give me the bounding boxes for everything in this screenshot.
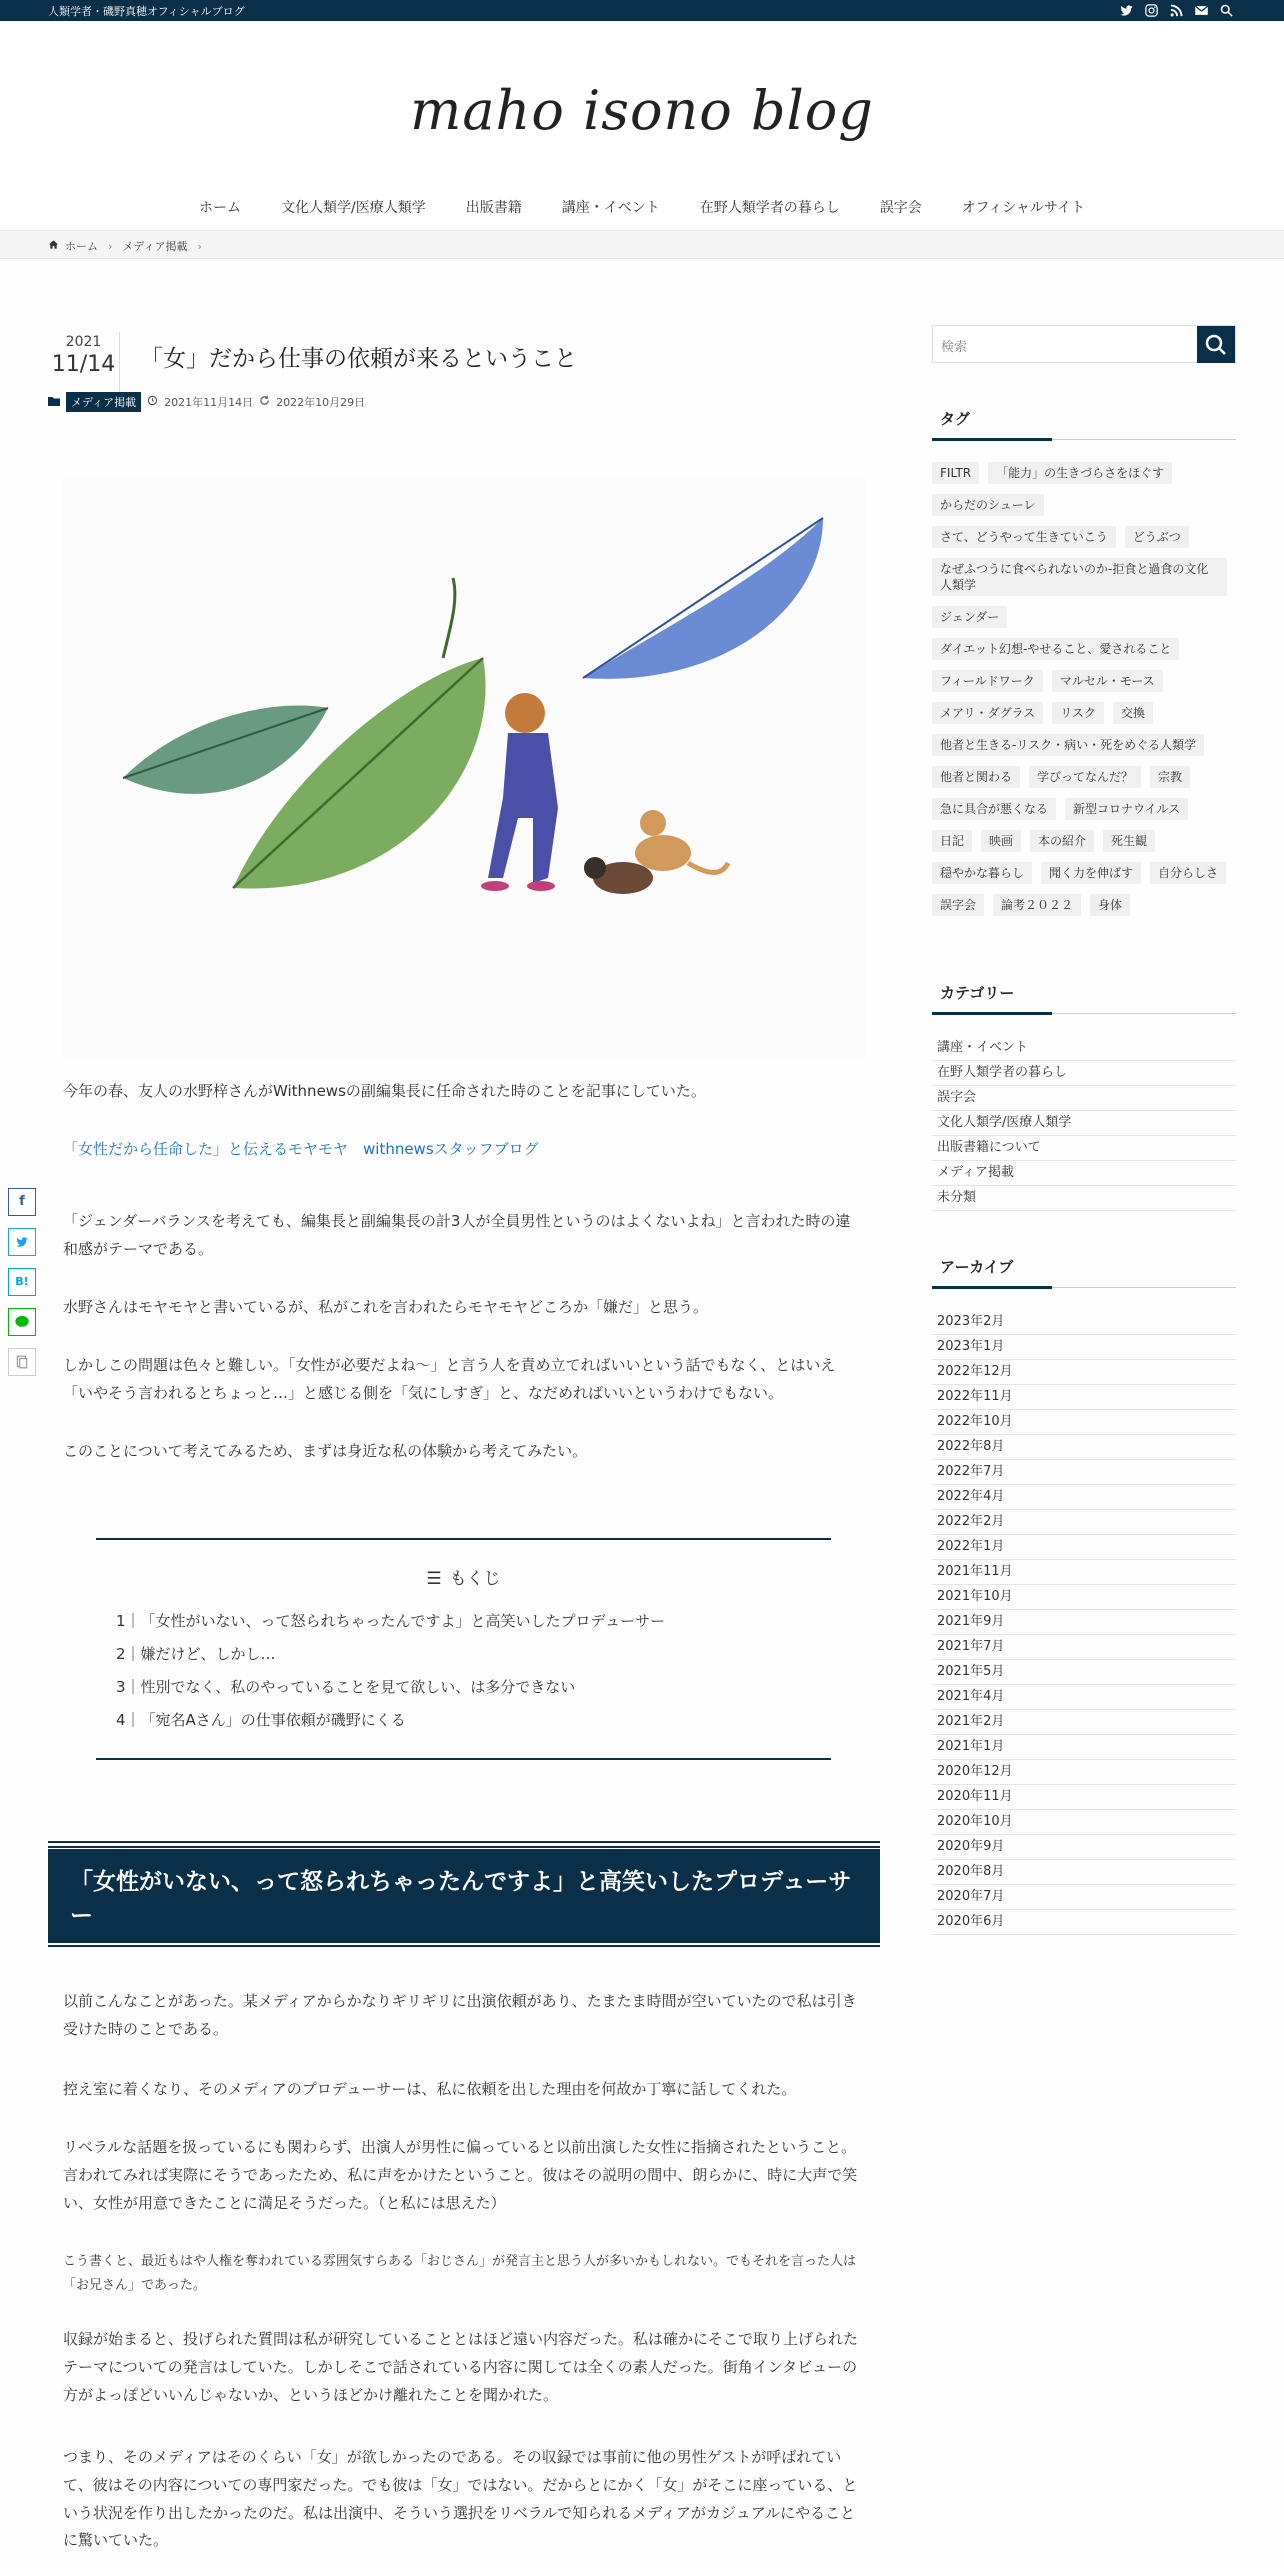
tag[interactable]: 他者と生きる-リスク・病い・死をめぐる人類学 <box>932 734 1204 756</box>
breadcrumb <box>0 231 1284 259</box>
archive-item[interactable]: 2021年11月 <box>932 1560 1236 1585</box>
search-button[interactable] <box>1197 326 1235 363</box>
table-of-contents <box>96 1538 831 1760</box>
category-item[interactable]: 文化人類学/医療人類学 <box>932 1111 1236 1136</box>
tag[interactable]: リスク <box>1052 702 1104 724</box>
search-icon <box>1197 326 1235 363</box>
tag[interactable]: 映画 <box>981 830 1021 852</box>
archive-item[interactable]: 2021年5月 <box>932 1660 1236 1685</box>
nav-item-gojikai[interactable]: 誤字会 <box>879 200 922 216</box>
chevron-right-icon: › <box>197 239 202 253</box>
toc-title: もくじ <box>449 1569 501 1589</box>
search-input[interactable]: 検索 <box>941 340 968 355</box>
category-widget-title: カテゴリー <box>932 982 1236 1014</box>
tag[interactable]: どうぶつ <box>1125 526 1189 548</box>
chevron-right-icon: › <box>108 239 113 253</box>
tag[interactable]: 宗教 <box>1150 766 1190 788</box>
category-item[interactable]: 誤字会 <box>932 1086 1236 1111</box>
tag[interactable]: メアリ・ダグラス <box>932 702 1043 724</box>
top-bar <box>0 0 1284 21</box>
archive-item[interactable]: 2020年8月 <box>932 1860 1236 1885</box>
archive-widget-title: アーカイブ <box>932 1256 1236 1288</box>
folder-icon <box>48 396 60 409</box>
twitter-share-button[interactable] <box>8 1228 36 1256</box>
withnews-link[interactable]: 「女性だから任命した」と伝えるモヤモヤ withnewsスタッフブログ <box>63 1140 539 1158</box>
archive-item[interactable]: 2022年4月 <box>932 1485 1236 1510</box>
post-date-box <box>48 332 120 394</box>
global-nav <box>0 193 1284 223</box>
tag[interactable]: 誤字会 <box>932 894 984 916</box>
category-badge[interactable]: メディア掲載 <box>66 392 141 412</box>
tag[interactable]: 穏やかな暮らし <box>932 862 1032 884</box>
archive-item[interactable]: 2020年7月 <box>932 1885 1236 1910</box>
home-icon <box>48 239 59 253</box>
post-title: 「女」だから仕事の依頼が来るということ <box>140 346 577 372</box>
tag[interactable]: 新型コロナウイルス <box>1065 798 1188 820</box>
clock-icon <box>147 395 158 409</box>
nav-item-official[interactable]: オフィシャルサイト <box>961 200 1085 216</box>
archive-item[interactable]: 2022年12月 <box>932 1360 1236 1385</box>
tag[interactable]: 本の紹介 <box>1030 830 1094 852</box>
tag[interactable]: 聞く力を伸ばす <box>1041 862 1141 884</box>
list-icon: ☰ <box>426 1569 442 1589</box>
site-header <box>0 21 1284 231</box>
tag[interactable]: マルセル・モース <box>1052 670 1163 692</box>
tag-widget-title: タグ <box>932 408 1236 440</box>
archive-item[interactable]: 2022年8月 <box>932 1435 1236 1460</box>
paragraph: 以前こんなことがあった。某メディアからかなりギリギリに出演依頼があり、たまたま時間が空いていたので私は引き受けた時のことである。 <box>63 1992 857 2038</box>
category-item[interactable]: 未分類 <box>932 1186 1236 1211</box>
archive-item[interactable]: 2021年7月 <box>932 1635 1236 1660</box>
hatena-share-button[interactable]: B! <box>8 1268 36 1296</box>
tag[interactable]: さて、どうやって生きていこう <box>932 526 1116 548</box>
paragraph: 収録が始まると、投げられた質問は私が研究していることとはほど遠い内容だった。私は確かにそこで取り上げられたテーマについての発言はしていた。しかしそこで話されている内容に関しては全くの素人だった。街角インタビューの方がよっぽどいいんじゃないか、というほどかけ離れたことを聞かれた。 <box>63 2330 859 2404</box>
archive-list <box>932 1310 1236 1935</box>
archive-item[interactable]: 2020年12月 <box>932 1760 1236 1785</box>
nav-item-life[interactable]: 在野人類学者の暮らし <box>699 200 840 216</box>
tag[interactable]: からだのシューレ <box>932 494 1044 516</box>
archive-item[interactable]: 2020年6月 <box>932 1910 1236 1935</box>
paragraph: 水野さんはモヤモヤと書いているが、私がこれを言われたらモヤモヤどころか「嫌だ」と思う。 <box>63 1298 709 1316</box>
nav-item-home[interactable]: ホーム <box>199 200 242 216</box>
archive-item[interactable]: 2022年7月 <box>932 1460 1236 1485</box>
category-item[interactable]: 出版書籍について <box>932 1136 1236 1161</box>
tag[interactable]: 他者と関わる <box>932 766 1020 788</box>
paragraph: 「ジェンダーバランスを考えても、編集長と副編集長の計3人が全員男性というのはよくないよね」と言われた時の違和感がテーマである。 <box>63 1212 851 1258</box>
post-monthday: 11/14 <box>51 352 116 377</box>
paragraph: こう書くと、最近もはや人権を奪われている雰囲気すらある「おじさん」が発言主と思う人が多いかもしれない。でもそれを言った人は「お兄さん」であった。 <box>63 2254 857 2294</box>
toc-item[interactable]: 1｜「女性がいない、って怒られちゃったんですよ」と高笑いしたプロデューサー <box>116 1612 666 1630</box>
archive-item[interactable]: 2020年9月 <box>932 1835 1236 1860</box>
category-list <box>932 1036 1236 1211</box>
social-icons <box>1119 3 1234 18</box>
archive-item[interactable]: 2022年10月 <box>932 1410 1236 1435</box>
toc-item[interactable]: 3｜性別でなく、私のやっていることを見て欲しい、は多分できない <box>116 1678 576 1696</box>
line-share-button[interactable] <box>8 1308 36 1336</box>
archive-item[interactable]: 2021年2月 <box>932 1710 1236 1735</box>
tag[interactable]: ダイエット幻想-やせること、愛されること <box>932 638 1179 660</box>
toc-item[interactable]: 2｜嫌だけど、しかし… <box>116 1645 276 1663</box>
paragraph: 今年の春、友人の水野梓さんがWithnewsの副編集長に任命された時のことを記事にしていた。 <box>63 1082 706 1100</box>
paragraph: しかしこの問題は色々と難しい。「女性が必要だよね〜」と言う人を責め立てればいいという話でもなく、とはいえ「いやそう言われるとちょっと…」と感じる側を「気にしすぎ」と、なだめればいいというわけでもない。 <box>63 1356 836 1402</box>
copy-link-button[interactable] <box>8 1348 36 1376</box>
tag[interactable]: 学びってなんだ？ <box>1029 766 1141 788</box>
instagram-icon[interactable] <box>1144 3 1159 18</box>
rss-icon[interactable] <box>1169 3 1184 18</box>
tag-cloud <box>932 462 1236 916</box>
tag[interactable]: なぜふつうに食べられないのか-拒食と過食の文化人類学 <box>932 558 1227 596</box>
updated-date: 2022年10月29日 <box>276 396 366 409</box>
breadcrumb-home[interactable]: ホーム <box>65 240 98 253</box>
tag[interactable]: 身体 <box>1090 894 1130 916</box>
category-item[interactable]: メディア掲載 <box>932 1161 1236 1186</box>
category-item[interactable]: 在野人類学者の暮らし <box>932 1061 1236 1086</box>
tag[interactable]: 論考２０２２ <box>993 894 1081 916</box>
facebook-share-button[interactable]: f <box>8 1188 36 1216</box>
archive-item[interactable]: 2022年2月 <box>932 1510 1236 1535</box>
tag[interactable]: FILTR <box>932 462 979 484</box>
toc-list <box>116 1605 665 1737</box>
site-logo[interactable]: maho isono blog <box>410 79 874 142</box>
site-description: 人類学者・磯野真穂オフィシャルブログ <box>48 5 245 18</box>
breadcrumb-category[interactable]: メディア掲載 <box>122 240 188 253</box>
published-date: 2021年11月14日 <box>164 396 254 409</box>
featured-image <box>63 478 865 1058</box>
tag[interactable]: 急に具合が悪くなる <box>932 798 1056 820</box>
archive-item[interactable]: 2020年10月 <box>932 1810 1236 1835</box>
archive-item[interactable]: 2023年1月 <box>932 1335 1236 1360</box>
search-icon[interactable] <box>1219 3 1234 18</box>
archive-item[interactable]: 2022年11月 <box>932 1385 1236 1410</box>
archive-item[interactable]: 2021年1月 <box>932 1735 1236 1760</box>
nav-item-anthropology[interactable]: 文化人類学/医療人類学 <box>281 200 426 216</box>
share-buttons <box>8 1188 36 1388</box>
archive-item[interactable]: 2021年10月 <box>932 1585 1236 1610</box>
archive-item[interactable]: 2023年2月 <box>932 1310 1236 1335</box>
section-heading: 「女性がいない、って怒られちゃったんですよ」と高笑いしたプロデューサー <box>48 1845 880 1943</box>
tag[interactable]: 「能力」の生きづらさをほぐす <box>988 462 1172 484</box>
tag[interactable]: 自分らしさ <box>1150 862 1226 884</box>
archive-item[interactable]: 2021年9月 <box>932 1610 1236 1635</box>
archive-item[interactable]: 2020年11月 <box>932 1785 1236 1810</box>
twitter-icon[interactable] <box>1119 3 1134 18</box>
paragraph: 控え室に着くなり、そのメディアのプロデューサーは、私に依頼を出した理由を何故か丁寧に話してくれた。 <box>63 2080 797 2098</box>
tag[interactable]: 日記 <box>932 830 972 852</box>
toc-item[interactable]: 4｜「宛名Aさん」の仕事依頼が磯野にくる <box>116 1711 406 1729</box>
archive-item[interactable]: 2021年4月 <box>932 1685 1236 1710</box>
refresh-icon <box>259 395 270 409</box>
tag[interactable]: 交換 <box>1113 702 1153 724</box>
mail-icon[interactable] <box>1194 3 1209 18</box>
tag[interactable]: ジェンダー <box>932 606 1007 628</box>
post-year: 2021 <box>65 334 102 350</box>
paragraph: つまり、そのメディアはそのくらい「女」が欲しかったのである。その収録では事前に他の男性ゲストが呼ばれていて、彼はその内容についての専門家だった。でも彼は「女」ではない。だからとにかく「女」がそこに座っている、という状況を作り出したかったのだ。私は出演中、そういう選択をリベラルで知られるメディアがカジュアルにやることに驚いていた。 <box>63 2448 858 2550</box>
category-item[interactable]: 講座・イベント <box>932 1036 1236 1061</box>
article-body <box>63 1078 865 1106</box>
tag[interactable]: 死生観 <box>1103 830 1155 852</box>
archive-item[interactable]: 2022年1月 <box>932 1535 1236 1560</box>
nav-item-events[interactable]: 講座・イベント <box>561 200 660 216</box>
tag[interactable]: フィールドワーク <box>932 670 1043 692</box>
paragraph: リベラルな話題を扱っているにも関わらず、出演人が男性に偏っていると以前出演した女性に指摘されたということ。言われてみれば実際にそうであったため、私に声をかけたということ。彼はその説明の間中、朗らかに、時に大声で笑い、女性が用意できたことに満足そうだった。（と私には思えた） <box>63 2138 858 2212</box>
post-meta <box>48 392 365 412</box>
paragraph: このことについて考えてみるため、まずは身近な私の体験から考えてみたい。 <box>63 1442 588 1460</box>
nav-item-books[interactable]: 出版書籍 <box>465 200 522 216</box>
search-form <box>932 325 1236 363</box>
